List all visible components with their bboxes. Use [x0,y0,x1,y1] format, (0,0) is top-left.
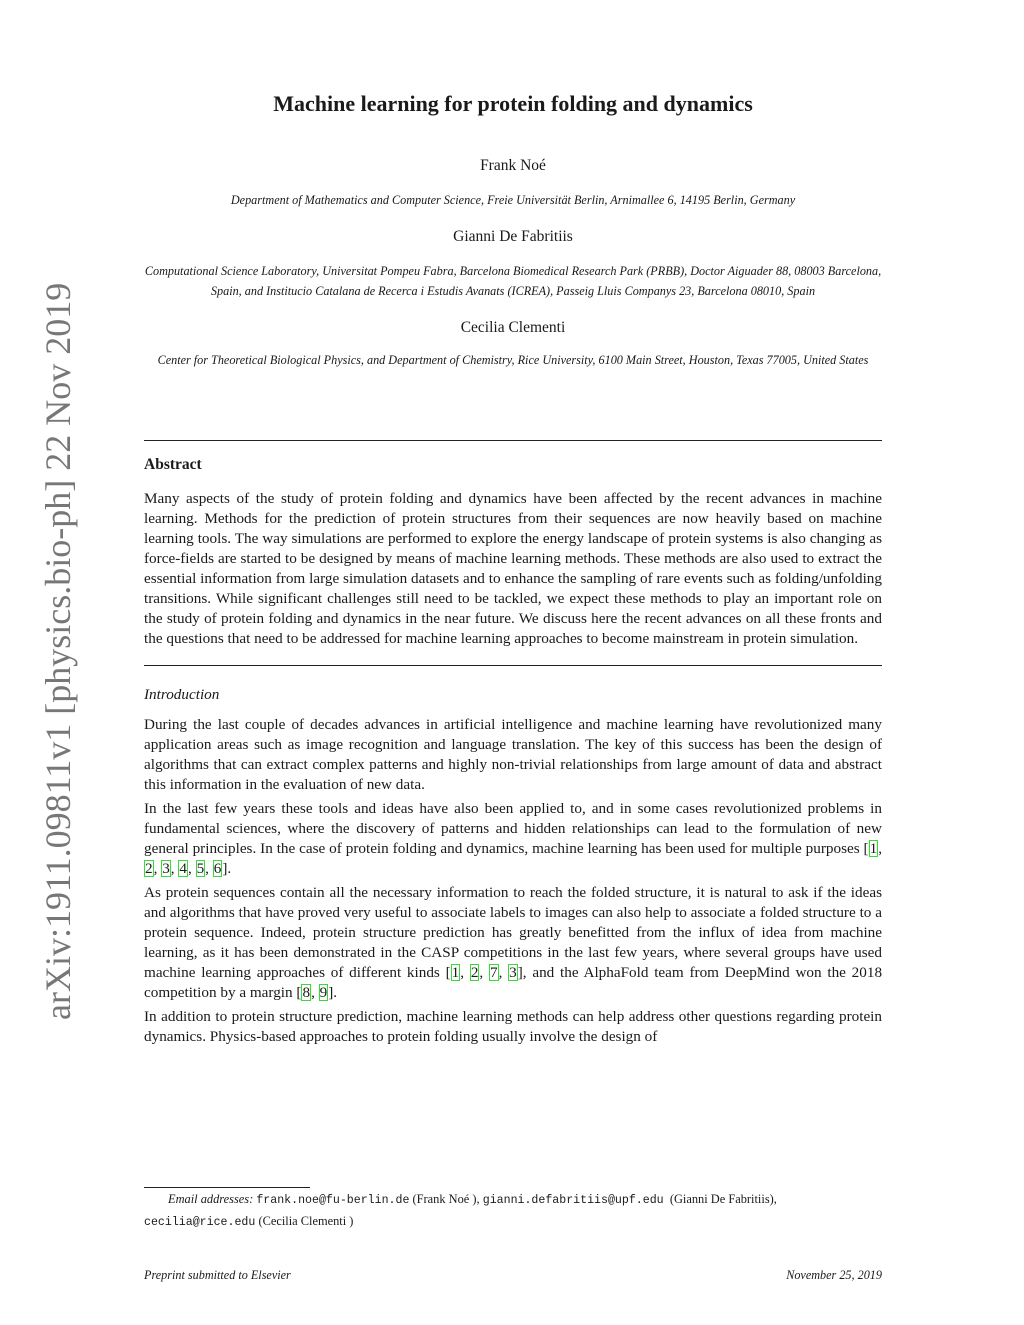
author-affiliation: Computational Science Laboratory, Universitat Pompeu Fabra, Barcelona Biomedical Research Park (PRBB), Doctor Aiguader 88, 08003 Barcelona, Spain, and Institucio Catalana de Recerca i Estudis Avanats (ICREA), Passeig Lluis Companys 23, Barcelona 08010, Spain [144,264,882,298]
arxiv-identifier: arXiv:1911.09811v1 [physics.bio-ph] 22 Nov 2019 [38,282,78,1020]
citation-link[interactable]: 5 [196,860,205,877]
page-content [144,90,882,1047]
intro-paragraph: In addition to protein structure prediction, machine learning methods can help address other questions regarding protein dynamics. Physics-based approaches to protein folding usually involve the design of [144,1008,882,1045]
citation-link[interactable]: 9 [319,984,328,1001]
author-name: Frank Noé [480,157,546,174]
intro-paragraph: In the last few years these tools and ideas have also been applied to, and in some cases revolutionized problems in fundamental sciences, where the discovery of patterns and hidden relationships can lead to the formulation of new general principles. In the case of protein folding and dynamics, machine learning has been used for multiple purposes [1, 2, 3, 4, 5, 6]. [144,800,882,877]
citation-link[interactable]: 1 [869,840,878,857]
citation-link[interactable]: 7 [489,964,498,981]
page-footer [144,1268,882,1283]
intro-paragraph: As protein sequences contain all the necessary information to reach the folded structure, it is natural to ask if the ideas and algorithms that have proved very useful to associate labels to images can also help to associate a folded structure to a protein sequence. Indeed, protein structure prediction has greatly benefitted from the influx of idea from machine learning, as it has been demonstrated in the CASP competitions in the last few years, where several groups have used machine learning approaches of different kinds [1, 2, 7, 3], and the AlphaFold team from DeepMind won the 2018 competition by a margin [8, 9]. [144,884,883,1001]
section-heading-introduction: Introduction [144,686,220,703]
abstract-text: Many aspects of the study of protein folding and dynamics have been affected by the recent advances in machine learning. Methods for the prediction of protein structures from their sequences are now heavily based on machine learning tools. The way simulations are performed to explore the energy landscape of protein systems is also changing as force-fields are started to be designed by means of machine learning methods. These methods are also used to extract the essential information from large simulation datasets and to enhance the sampling of rare events such as folding/unfolding transitions. While significant challenges still need to be tackled, we expect these methods to play an important role on the study of protein folding and dynamics in the near future. We discuss here the recent advances on all these fronts and the questions that need to be addressed for machine learning approaches to become mainstream in protein simulation. [144,490,882,647]
footer-date: November 25, 2019 [786,1268,882,1282]
citation-link[interactable]: 3 [162,860,170,877]
footnote-emails: Email addresses: frank.noe@fu-berlin.de (Frank Noé ), gianni.defabritiis@upf.edu (Gianni De Fabritiis), cecilia@rice.edu (Cecilia Clementi ) [144,1192,777,1229]
author-affiliation: Center for Theoretical Biological Physics, and Department of Chemistry, Rice University, 6100 Main Street, Houston, Texas 77005, United States [157,353,869,367]
citation-link[interactable]: 2 [470,964,479,981]
citation-link[interactable]: 8 [302,984,311,1001]
author-name: Gianni De Fabritiis [453,228,573,245]
footnote-label: Email addresses: [168,1192,254,1206]
citation-link[interactable]: 4 [179,860,187,877]
email-link[interactable]: cecilia@rice.edu [144,1216,256,1229]
citation-link[interactable]: 1 [451,964,460,981]
citation-link[interactable]: 3 [509,964,517,981]
citation-link[interactable]: 6 [213,860,222,877]
abstract-heading: Abstract [144,456,202,473]
email-link[interactable]: frank.noe@fu-berlin.de [256,1194,410,1207]
author-affiliation: Department of Mathematics and Computer Science, Freie Universität Berlin, Arnimallee 6, 14195 Berlin, Germany [230,193,796,207]
footnote-rule [144,1187,310,1188]
footer-journal: Preprint submitted to Elsevier [144,1268,291,1282]
author-name: Cecilia Clementi [460,319,566,336]
intro-paragraph: During the last couple of decades advances in artificial intelligence and machine learning have revolutionized many application areas such as image recognition and language translation. The key of this success has been the design of algorithms that can extract complex patterns and highly non-trivial relationships from large amount of data and abstract this information in the evaluation of new data. [144,716,882,793]
citation-link[interactable]: 2 [145,860,153,877]
email-link[interactable]: gianni.defabritiis@upf.edu [482,1194,664,1207]
paper-title: Machine learning for protein folding and dynamics [273,91,753,116]
